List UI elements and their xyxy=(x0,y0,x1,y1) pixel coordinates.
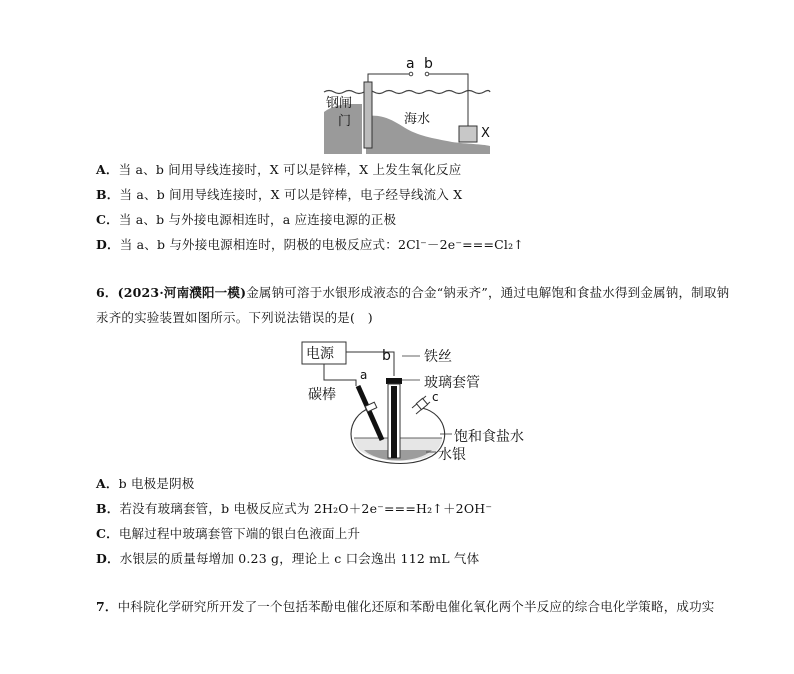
q7-stem-line1: 7．中科院化学研究所开发了一个包括苯酚电催化还原和苯酚电催化氧化两个半反应的综合电化学策略，成功实 xyxy=(96,599,715,614)
label-a: a xyxy=(406,56,415,72)
q5-option-a: A．当 a、b 间用导线连接时，X 可以是锌棒，X 上发生氧化反应 xyxy=(96,162,462,177)
q7-number: 7． xyxy=(96,599,118,614)
label-glass-tube: 玻璃套管 xyxy=(424,375,480,391)
iron-wire xyxy=(391,386,397,458)
label-sea: 海水 xyxy=(404,112,431,127)
label-b: b xyxy=(424,56,433,72)
label-iron-wire: 铁丝 xyxy=(424,349,452,365)
q6-option-c: C．电解过程中玻璃套管下端的银白色液面上升 xyxy=(96,526,361,541)
q6-number: 6． xyxy=(96,285,118,300)
figure-electrolysis xyxy=(296,334,528,466)
q5-option-c: C．当 a、b 与外接电源相连时，a 应连接电源的正极 xyxy=(96,212,397,227)
label-mercury: 水银 xyxy=(438,447,466,463)
label-brine: 饱和食盐水 xyxy=(454,429,524,445)
steel-gate-rect xyxy=(364,82,372,148)
q6-source: (2023·河南濮阳一模) xyxy=(117,285,247,300)
label-carbon-rod: 碳棒 xyxy=(308,387,336,403)
label-a2: a xyxy=(360,368,368,382)
label-x: X xyxy=(481,126,490,141)
label-c: c xyxy=(432,390,439,404)
q5-option-b: B．当 a、b 间用导线连接时，X 可以是锌棒，电子经导线流入 X xyxy=(96,187,463,202)
q6-option-d: D．水银层的质量每增加 0.23 g，理论上 c 口会逸出 112 mL 气体 xyxy=(96,551,480,566)
label-gate-1: 钢闸 xyxy=(326,96,353,111)
q6-stem-1: 金属钠可溶于水银形成液态的合金“钠汞齐”，通过电解饱和食盐水得到金属钠，制取钠 xyxy=(246,285,730,300)
q6-stem-line2: 汞齐的实验装置如图所示。下列说法错误的是( ) xyxy=(96,310,373,325)
x-block xyxy=(459,126,477,142)
label-power: 电源 xyxy=(306,346,334,362)
q6-stem-line1 xyxy=(96,283,729,301)
q6-option-a: A．b 电极是阴极 xyxy=(96,476,195,491)
q5-option-d: D．当 a、b 与外接电源相连时，阴极的电极反应式：2Cl⁻－2e⁻===Cl₂↑ xyxy=(96,237,524,252)
label-gate-2: 门 xyxy=(338,114,352,129)
label-b2: b xyxy=(382,348,391,364)
q6-option-b: B．若没有玻璃套管，b 电极反应式为 2H₂O＋2e⁻===H₂↑＋2OH⁻ xyxy=(96,501,493,516)
figure-steel-gate xyxy=(322,54,492,154)
